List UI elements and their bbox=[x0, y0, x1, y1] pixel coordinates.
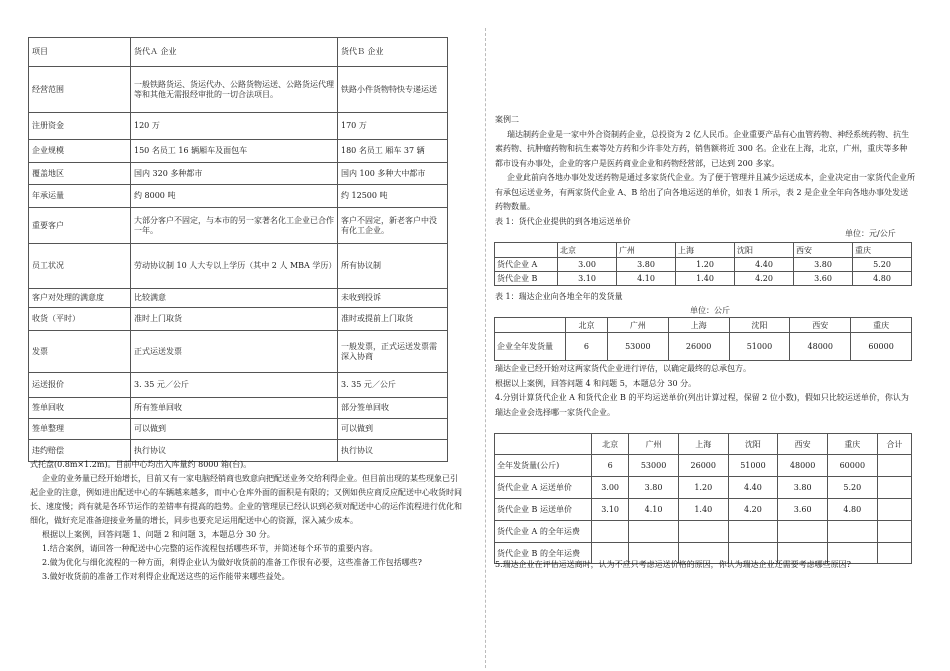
question-5: 5.瑞达企业在评估运送商时，认为不应只考虑运送价格的原因，你认为瑞达企业还需要考虑哪些原因? bbox=[495, 560, 851, 569]
question-2: 2.做为优化与细化流程的一种方面，利得企业认为做好收货前的准备工作很有必要，这些准备工作包括哪些? bbox=[42, 558, 422, 567]
city-header: 沈阳 bbox=[735, 243, 794, 258]
row-label: 收货（平时） bbox=[29, 308, 131, 331]
table-row bbox=[29, 67, 448, 113]
city-header: 上海 bbox=[676, 243, 735, 258]
city-header: 沈阳 bbox=[729, 318, 790, 333]
row-a: 国内 320 多种都市 bbox=[131, 163, 338, 185]
row-b: 3. 35 元／公斤 bbox=[338, 373, 448, 398]
total-header: 合计 bbox=[877, 434, 911, 455]
comparison-table bbox=[28, 37, 448, 462]
city-header: 沈阳 bbox=[728, 434, 778, 455]
cell: 3.00 bbox=[592, 477, 629, 499]
cell: 5.20 bbox=[827, 477, 877, 499]
cell: 1.40 bbox=[676, 272, 735, 286]
table2-caption: 表 1：瑞达企业向各地全年的发货量 bbox=[495, 292, 623, 301]
header-b: 货代Ｂ 企业 bbox=[338, 38, 448, 67]
table-row bbox=[29, 308, 448, 331]
city-header: 西安 bbox=[778, 434, 828, 455]
row-a: 大部分客户不固定，与本市的另一家著名化工企业已合作一年。 bbox=[131, 208, 338, 244]
row-b: 可以做到 bbox=[338, 419, 448, 440]
cell: 4.40 bbox=[735, 258, 794, 272]
left-text-block bbox=[30, 458, 462, 584]
table-row bbox=[495, 521, 912, 543]
row-label: 货代企业 B 的全年运费 bbox=[495, 543, 592, 564]
row-a: 比较满意 bbox=[131, 289, 338, 308]
header-a: 货代Ａ 企业 bbox=[131, 38, 338, 67]
cell: 3.10 bbox=[592, 499, 629, 521]
row-label: 货代企业 A 的全年运费 bbox=[495, 521, 592, 543]
cell: 4.80 bbox=[827, 499, 877, 521]
row-label: 注册资金 bbox=[29, 113, 131, 140]
cell: 48000 bbox=[790, 333, 851, 361]
table-row bbox=[495, 455, 912, 477]
case-paragraph-2: 企业此前向各地办事处发送药物是通过多家货代企业。为了便于管理并且减少运送成本，企业决定由一家货代企业所有承包运送业务，有两家货代企业 A、B 给出了向各地运送的单价，如表 1 所示，表 2 是企业全年向各地办事处发送药物数量。 bbox=[495, 173, 915, 211]
question-intro: 根据以上案例，回答问题 1、问题 2 和问题 3，本题总分 30 分。 bbox=[42, 530, 275, 539]
pallet-line: 式托盘(0.8m×1.2m)。目前中心均出入库量约 8000 箱(台)。 bbox=[30, 460, 252, 469]
table-row bbox=[495, 499, 912, 521]
row-b: 执行协议 bbox=[338, 440, 448, 462]
table-header-row bbox=[495, 318, 912, 333]
row-b: 未收到投诉 bbox=[338, 289, 448, 308]
cell bbox=[678, 521, 728, 543]
cell: 6 bbox=[566, 333, 608, 361]
row-label: 货代企业 A 运送单价 bbox=[495, 477, 592, 499]
city-header: 广州 bbox=[607, 318, 668, 333]
table-row bbox=[29, 140, 448, 163]
cell: 51000 bbox=[728, 455, 778, 477]
cell: 3.80 bbox=[617, 258, 676, 272]
cell: 4.20 bbox=[735, 272, 794, 286]
cell bbox=[877, 477, 911, 499]
cell bbox=[877, 499, 911, 521]
row-label: 货代企业 A bbox=[495, 258, 558, 272]
table-row bbox=[29, 113, 448, 140]
unit-price-table bbox=[494, 242, 912, 286]
cell: 1.20 bbox=[676, 258, 735, 272]
row-a: 正式运送发票 bbox=[131, 331, 338, 373]
city-header: 上海 bbox=[668, 318, 729, 333]
city-header: 重庆 bbox=[851, 318, 912, 333]
evaluation-text: 瑞达企业已经开始对这两家货代企业进行评估，以确定最终的总承包方。 bbox=[495, 364, 751, 373]
city-header: 广州 bbox=[629, 434, 679, 455]
cell: 4.40 bbox=[728, 477, 778, 499]
row-label: 签单回收 bbox=[29, 398, 131, 419]
table-header-row bbox=[495, 434, 912, 455]
case-paragraph-1: 瑞达制药企业是一家中外合资制药企业，总投资为 2 亿人民币。企业重要产品有心血管药物、神经系统药物、抗生素药物、抗肿瘤药物和抗生素等处方药和少许非处方药，销售额将近 300 名。企业在上海，北京，广州，重庆等多种都市设有办事处，企业的客户是医药商业企业和药物经营部，已达到 200 多家。 bbox=[495, 129, 910, 168]
case-paragraph: 企业的业务量已经开始增长，目前又有一家电脑经销商也致意向把配送业务交给利得企业。但目前出现的某些现象已引起企业的注意，例如进出配送中心的车辆越来越多，而中心仓库外面的面积是有限的；又例如供应商反应配送中心收货时间长、速度慢；尚有就是各环节运作的差错率有提高的趋势。企业的管理层已经认识到必须对配送中心的运作流程进行优化和细化，做好充足准备迎接业务量的增长，同步也要充足运用配送中心的资源，深入减少成本。 bbox=[30, 474, 462, 525]
table-row bbox=[29, 163, 448, 185]
row-b: 所有协议制 bbox=[338, 244, 448, 289]
city-header: 西安 bbox=[794, 243, 853, 258]
cell: 4.20 bbox=[728, 499, 778, 521]
cell: 26000 bbox=[678, 455, 728, 477]
header-label: 项目 bbox=[29, 38, 131, 67]
cell: 4.80 bbox=[853, 272, 912, 286]
row-a: 120 万 bbox=[131, 113, 338, 140]
row-b: 180 名员工 厢车 37 辆 bbox=[338, 140, 448, 163]
table-row bbox=[29, 289, 448, 308]
cell bbox=[728, 521, 778, 543]
row-a: 准时上门取货 bbox=[131, 308, 338, 331]
question-3: 3.做好收货前的准备工作对利得企业配送这些的运作能带来哪些益处。 bbox=[42, 572, 290, 581]
row-a: 执行协议 bbox=[131, 440, 338, 462]
city-header: 重庆 bbox=[853, 243, 912, 258]
row-label: 发票 bbox=[29, 331, 131, 373]
cell: 60000 bbox=[851, 333, 912, 361]
row-a: 一般铁路货运、货运代办、公路货物运送、公路货运代理等和其他无需报经审批的一切合法项目。 bbox=[131, 67, 338, 113]
row-label: 企业规模 bbox=[29, 140, 131, 163]
table-row bbox=[29, 373, 448, 398]
cell bbox=[592, 521, 629, 543]
cell bbox=[827, 521, 877, 543]
table-row bbox=[29, 244, 448, 289]
row-label: 运送报价 bbox=[29, 373, 131, 398]
table-row bbox=[29, 208, 448, 244]
table-row bbox=[495, 258, 912, 272]
table-header-row bbox=[495, 243, 912, 258]
table-row bbox=[29, 419, 448, 440]
questions-4-block bbox=[495, 362, 915, 420]
cell bbox=[629, 521, 679, 543]
cell: 6 bbox=[592, 455, 629, 477]
row-a: 劳动协议制 10 人大专以上学历（其中 2 人 MBA 学历） bbox=[131, 244, 338, 289]
cell: 3.80 bbox=[794, 258, 853, 272]
question-1: 1.结合案例，请回答一种配送中心完整的运作流程包括哪些环节，并简述每个环节的重要内容。 bbox=[42, 544, 378, 553]
row-b: 国内 100 多种大中都市 bbox=[338, 163, 448, 185]
page-divider bbox=[485, 28, 486, 668]
case-two-intro bbox=[495, 113, 915, 229]
row-b: 铁路小件货物特快专递运送 bbox=[338, 67, 448, 113]
row-label: 年承运量 bbox=[29, 185, 131, 208]
cell: 53000 bbox=[607, 333, 668, 361]
case-title: 案例二 bbox=[495, 115, 519, 124]
city-header: 广州 bbox=[617, 243, 676, 258]
cell: 53000 bbox=[629, 455, 679, 477]
table-row bbox=[29, 331, 448, 373]
cell bbox=[877, 455, 911, 477]
annual-shipment-table bbox=[494, 317, 912, 361]
city-header: 西安 bbox=[790, 318, 851, 333]
cell: 60000 bbox=[827, 455, 877, 477]
cell: 3.60 bbox=[778, 499, 828, 521]
row-b: 部分签单回收 bbox=[338, 398, 448, 419]
row-label: 企业全年发货量 bbox=[495, 333, 566, 361]
cell: 4.10 bbox=[629, 499, 679, 521]
row-label: 覆盖地区 bbox=[29, 163, 131, 185]
row-a: 所有签单回收 bbox=[131, 398, 338, 419]
row-label: 违约赔偿 bbox=[29, 440, 131, 462]
calculation-table bbox=[494, 433, 912, 564]
row-b: 170 万 bbox=[338, 113, 448, 140]
cell: 4.10 bbox=[617, 272, 676, 286]
row-label: 货代企业 B 运送单价 bbox=[495, 499, 592, 521]
cell bbox=[877, 521, 911, 543]
row-label: 员工状况 bbox=[29, 244, 131, 289]
cell: 3.60 bbox=[794, 272, 853, 286]
cell: 1.20 bbox=[678, 477, 728, 499]
row-label: 全年发货量(公斤) bbox=[495, 455, 592, 477]
cell: 3.80 bbox=[629, 477, 679, 499]
cell: 48000 bbox=[778, 455, 828, 477]
row-a: 3. 35 元／公斤 bbox=[131, 373, 338, 398]
row-a: 约 8000 吨 bbox=[131, 185, 338, 208]
row-b: 准时或提前上门取货 bbox=[338, 308, 448, 331]
cell: 3.10 bbox=[558, 272, 617, 286]
cell bbox=[778, 521, 828, 543]
table-row bbox=[29, 398, 448, 419]
row-b: 一般发票，正式运送发票需深入协商 bbox=[338, 331, 448, 373]
row-b: 约 12500 吨 bbox=[338, 185, 448, 208]
table-row bbox=[495, 272, 912, 286]
city-header: 重庆 bbox=[827, 434, 877, 455]
question-intro-2: 根据以上案例，回答问题 4 和问题 5，本题总分 30 分。 bbox=[495, 378, 697, 388]
cell: 1.40 bbox=[678, 499, 728, 521]
row-label: 经营范围 bbox=[29, 67, 131, 113]
row-b: 客户不固定，新老客户中没有化工企业。 bbox=[338, 208, 448, 244]
table2-unit: 单位：公斤 bbox=[690, 306, 730, 315]
row-a: 可以做到 bbox=[131, 419, 338, 440]
table-row bbox=[29, 185, 448, 208]
table1-unit: 单位：元/公斤 bbox=[845, 229, 896, 238]
table-row bbox=[495, 477, 912, 499]
table-row bbox=[495, 333, 912, 361]
row-label: 客户对处理的满意度 bbox=[29, 289, 131, 308]
city-header: 上海 bbox=[678, 434, 728, 455]
row-a: 150 名员工 16 辆厢车及面包车 bbox=[131, 140, 338, 163]
cell: 3.00 bbox=[558, 258, 617, 272]
table1-caption: 表 1：货代企业提供的到各地运送单价 bbox=[495, 216, 631, 226]
city-header: 北京 bbox=[558, 243, 617, 258]
row-label: 重要客户 bbox=[29, 208, 131, 244]
table-header-row bbox=[29, 38, 448, 67]
cell: 26000 bbox=[668, 333, 729, 361]
city-header: 北京 bbox=[592, 434, 629, 455]
question-4: 4.分别计算货代企业 A 和货代企业 B 的平均运送单价(列出计算过程，保留 2 位小数)，假如只比较运送单价，你认为瑞达企业会选择哪一家货代企业。 bbox=[495, 393, 909, 417]
cell: 5.20 bbox=[853, 258, 912, 272]
cell: 51000 bbox=[729, 333, 790, 361]
cell: 3.80 bbox=[778, 477, 828, 499]
row-label: 签单整理 bbox=[29, 419, 131, 440]
row-label: 货代企业 B bbox=[495, 272, 558, 286]
city-header: 北京 bbox=[566, 318, 608, 333]
